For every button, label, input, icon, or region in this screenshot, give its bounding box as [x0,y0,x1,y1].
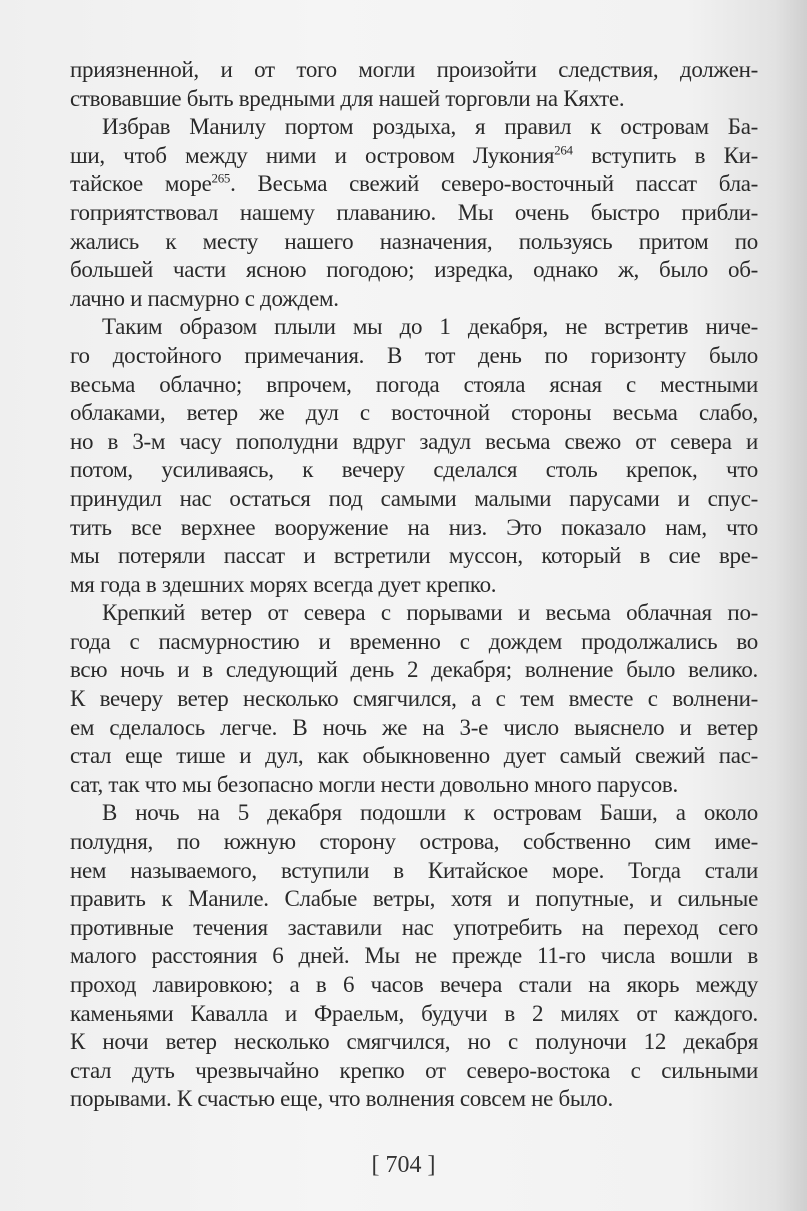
text-line [70,142,758,171]
line-text: Избрав Манилу портом роздыха, я правил к островам Ба- [102,114,758,140]
text-line [70,371,758,400]
line-text: К ночи ветер несколько смягчился, но с полуночи 12 декабря [70,1029,758,1055]
line-text: править к Маниле. Слабые ветры, хотя и попутные, и сильные [70,886,758,912]
text-line [70,1000,758,1029]
text-line [70,857,758,886]
line-text: тить все верхнее вооружение на низ. Это показало нам, что [70,514,758,540]
text-line [70,799,758,828]
line-text: жались к месту нашего назначения, пользуясь притом по [70,228,758,254]
line-text: нем называемого, вступили в Китайское море. Тогда стали [70,857,758,883]
line-text: вступить в Ки- [572,142,758,168]
line-text: ствовавшие быть вредными для нашей торговли на Кяхте. [70,85,625,111]
text-line [70,456,758,485]
text-line [70,170,758,199]
line-text: малого расстояния 6 дней. Мы не прежде 11-го числа вошли в [70,943,758,969]
text-line [70,199,758,228]
text-line [70,628,758,657]
line-text: ем сделалось легче. В ночь же на 3-е число выяснело и ветер [70,714,758,740]
text-line [70,342,758,371]
text-line [70,485,758,514]
line-text: стал дуть чрезвычайно крепко от северо-востока с сильными [70,1057,758,1083]
line-text: потом, усиливаясь, к вечеру сделался столь крепок, что [70,457,758,483]
paragraph [70,56,758,113]
line-text: . Весьма свежий северо-восточный пассат бла- [230,171,759,197]
text-line [70,1028,758,1057]
body-text [70,56,758,1114]
paragraph [70,313,758,599]
line-text: стал еще тише и дул, как обыкновенно дует самый свежий пас- [70,743,758,769]
text-line [70,228,758,257]
line-text: В ночь на 5 декабря подошли к островам Баши, а около [102,800,758,826]
text-line [70,399,758,428]
text-line [70,656,758,685]
line-text: го достойного примечания. В тот день по горизонту было [70,342,758,368]
line-text: но в 3-м часу пополудни вдруг задул весьма свежо от севера и [70,428,758,454]
paragraph [70,799,758,1114]
text-line [70,828,758,857]
line-text: года с пасмурностию и временно с дождем продолжались во [70,628,758,654]
text-line [70,514,758,543]
line-text: большей части ясною погодою; изредка, однако ж, было об- [70,257,758,283]
line-text: облаками, ветер же дул с восточной стороны весьма слабо, [70,400,758,426]
text-line [70,914,758,943]
text-line [70,285,758,314]
line-text: принудил нас остаться под самыми малыми парусами и спус- [70,485,758,511]
text-line [70,85,758,114]
text-line [70,56,758,85]
text-line [70,942,758,971]
line-text: каменьями Кавалла и Фраельм, будучи в 2 милях от каждого. [70,1000,758,1026]
line-text: проход лавировкою; а в 6 часов вечера стали на якорь между [70,972,758,997]
text-line [70,1085,758,1114]
text-line [70,771,758,800]
line-text: весьма облачно; впрочем, погода стояла ясная с местными [70,371,758,397]
text-line [70,971,758,1000]
text-line [70,685,758,714]
text-line [70,428,758,457]
text-line [70,1057,758,1086]
line-text: ши, чтоб между ними и островом Лукония [70,142,555,168]
line-text: гоприятствовал нашему плаванию. Мы очень быстро прибли- [70,199,758,225]
line-text: К вечеру ветер несколько смягчился, а с тем вместе с волнени- [70,686,758,712]
line-text: Таким образом плыли мы до 1 декабря, не встретив ниче- [102,314,758,340]
paragraph [70,599,758,799]
text-line [70,256,758,285]
text-line [70,313,758,342]
text-line [70,113,758,142]
text-line [70,742,758,771]
line-text: полудня, по южную сторону острова, собственно сим име- [70,829,758,855]
text-line [70,599,758,628]
line-text: лачно и пасмурно с дождем. [70,285,339,311]
line-text: всю ночь и в следующий день 2 декабря; волнение было велико. [70,657,758,683]
text-line [70,714,758,743]
text-line [70,571,758,600]
line-text: тайское море [70,171,212,197]
paragraph [70,113,758,313]
footnote-ref: 265 [211,170,231,186]
text-line [70,542,758,571]
text-line [70,885,758,914]
line-text: сат, так что мы безопасно могли нести довольно много парусов. [70,771,678,797]
line-text: мя года в здешних морях всегда дует крепко. [70,571,497,597]
line-text: порывами. К счастью еще, что волнения совсем не было. [70,1086,613,1112]
line-text: мы потеряли пассат и встретили муссон, который в сие вре- [70,543,758,569]
line-text: приязненной, и от того могли произойти следствия, должен- [70,57,758,82]
line-text: Крепкий ветер от севера с порывами и весьма облачная по- [102,600,758,626]
line-text: противные течения заставили нас употребить на переход сего [70,914,758,940]
page-number: [ 704 ] [371,1152,436,1178]
footnote-ref: 264 [554,142,573,158]
